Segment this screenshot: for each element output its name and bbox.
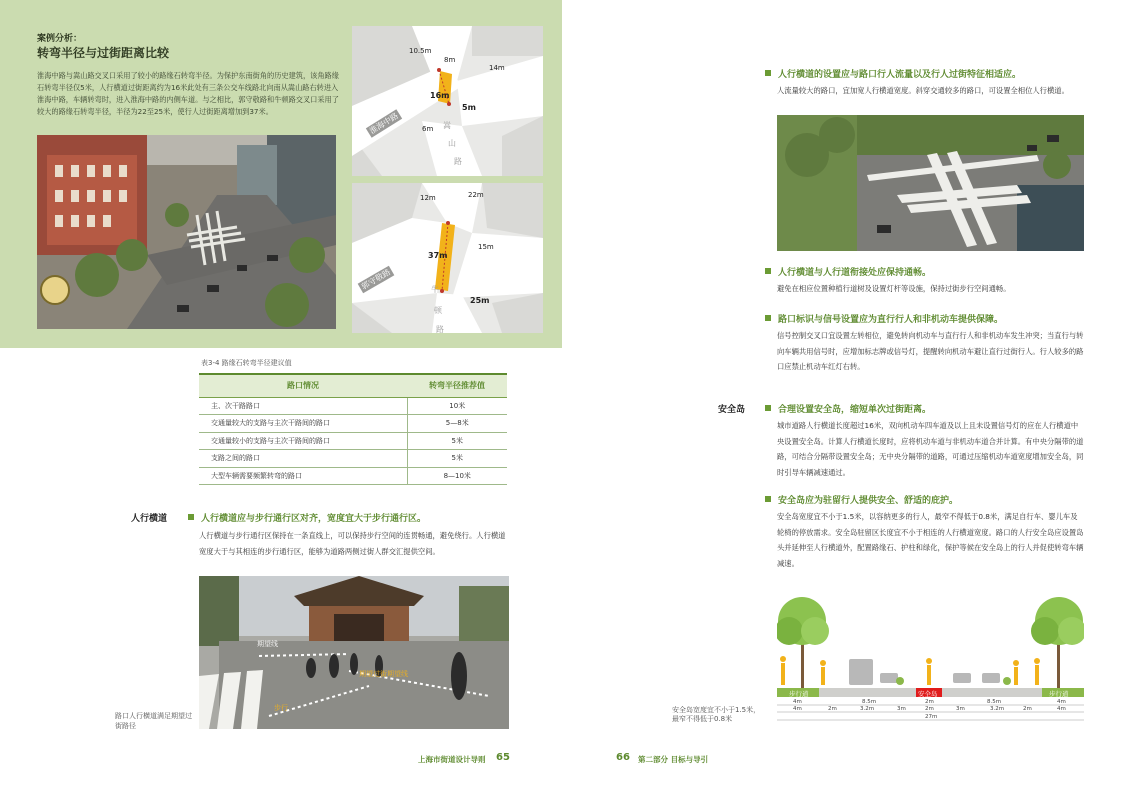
map1-label-14m: 14m (489, 64, 505, 72)
photo-label-desire-line: 期望线 (257, 640, 278, 648)
heading-crosswalk-align-text: 人行横道应与步行通行区对齐，宽度宜大于步行通行区。 (201, 514, 427, 524)
table-cell-radius: 8—10米 (407, 467, 507, 485)
table-header-condition: 路口情况 (199, 374, 407, 397)
heading-signals-text: 路口标识与信号设置应为直行行人和非机动车提供保障。 (778, 315, 1004, 325)
photo-caption-crosswalk: 路口人行横道满足期望过街路径 (115, 712, 192, 730)
table-cell-radius: 5—8米 (407, 415, 507, 433)
map2-street-guoshoujing: 郭守敬路 (358, 266, 395, 294)
para-crosswalk-align: 人行横道与步行通行区保持在一条直线上，可以保持步行空间的连贯畅通，避免绕行。人行横道宽度大于与其相连的步行通行区，能够为道路两侧过街人群交汇提供空间。 (199, 531, 506, 556)
dim-mid: 2m (828, 706, 837, 712)
table-cell-radius: 5米 (407, 432, 507, 450)
dim-top: 8.5m (987, 699, 1002, 705)
map1-street-shan: 山 (448, 139, 456, 148)
side-label-crosswalk: 人行横道 (131, 514, 168, 524)
dim-mid: 2m (1023, 706, 1032, 712)
bullet-square-icon (188, 514, 194, 520)
dim-top: 2m (925, 699, 934, 705)
heading-crosswalk-clear-text: 人行横道与人行道衔接处应保持通畅。 (778, 268, 932, 278)
page-number-left: 65 (496, 752, 510, 763)
table-cell-condition: 支路之间的路口 (199, 450, 407, 468)
dim-mid: 4m (1057, 706, 1066, 712)
case-study-title: 转弯半径与过街距离比较 (37, 46, 170, 60)
table-cell-condition: 大型车辆需要频繁转弯的路口 (199, 467, 407, 485)
dim-mid: 3.2m (860, 706, 875, 712)
map1-label-5m: 5m (462, 103, 476, 112)
curb-radius-table (199, 373, 507, 485)
case-study-panel (0, 0, 562, 348)
case-study-label: 案例分析： (37, 34, 83, 44)
table-header-row (199, 374, 507, 397)
heading-safety-island (765, 402, 931, 415)
photo-label-walk: 步行 (274, 704, 288, 712)
para-crosswalk-flow: 人流量较大的路口，宜加宽人行横道宽度。斜穿交通较多的路口，可设置全相位人行横道。 (777, 86, 1069, 95)
para-signals: 信号控制交叉口宜设置左转相位，避免转向机动车与直行行人和非机动车发生冲突；当直行与转向车辆共用信号时，应增加标志牌或信号灯，提醒转向机动车避让直行过街行人。行人较多的路口应禁止机动车红灯右转。 (777, 331, 1084, 371)
footer-left-title: 上海市街道设计导则 (418, 755, 486, 764)
street-section-diagram (777, 593, 1084, 733)
bullet-square-icon (765, 405, 771, 411)
map2-label-25m: 25m (470, 296, 490, 305)
scramble-crossing-photo (777, 115, 1084, 251)
dim-mid: 3.2m (990, 706, 1005, 712)
side-label-safety-island: 安全岛 (718, 405, 746, 415)
bullet-square-icon (765, 70, 771, 76)
bullet-square-icon (765, 268, 771, 274)
table-row (199, 415, 507, 433)
page-number-right: 66 (616, 752, 630, 763)
para-crosswalk-clear: 避免在相应位置种植行道树及设置灯杆等设施，保持过街步行空间通畅。 (777, 284, 1011, 293)
dim-mid: 4m (793, 706, 802, 712)
table-cell-condition: 交通量较大的支路与主次干路间的路口 (199, 415, 407, 433)
map2-label-37m: 37m (428, 251, 448, 260)
heading-crosswalk-clear (765, 265, 931, 278)
dim-mid: 3m (956, 706, 965, 712)
case-study-body: 淮海中路与嵩山路交叉口采用了较小的路缘石转弯半径。为保护东南街角的历史建筑，该角路缘石转弯半径仅5米，人行横道过街距离约为16米此处有三条公交车线路北向南从嵩山路右转进入淮海中路，车辆转弯时，进入淮海中路的内侧车道。与之相比，郭守敬路和牛顿路交叉口采用了较大的路缘石转弯半径，半径为22至25米，使行人过街距离增加到37米。 (37, 71, 339, 116)
map1-label-10.5m: 10.5m (409, 47, 432, 55)
diagram-zone-safety-island: 安全岛 (918, 690, 938, 698)
intersection-aerial-photo (37, 135, 336, 329)
table-row (199, 467, 507, 485)
table-cell-condition: 主、次干路路口 (199, 397, 407, 415)
diagram-zone-sidewalk-left: 步行道 (789, 690, 809, 698)
para-island-shelter: 安全岛宽度宜不小于1.5米，以容纳更多的行人，最窄不得低于0.8米，满足自行车、婴儿车及轮椅的停放需求。安全岛驻留区长度宜不小于相连的人行横道宽度。路口的人行安全岛应设置岛头并延伸至人行横道外，配置路缘石、护柱和绿化，保护等候在安全岛上的行人并促使转弯车辆减速。 (777, 512, 1084, 568)
footer-right-title: 第二部分 目标与导引 (638, 755, 709, 764)
dim-mid: 3m (897, 706, 906, 712)
dim-mid: 2m (925, 706, 934, 712)
map1-label-16m: 16m (430, 91, 450, 100)
bullet-square-icon (765, 315, 771, 321)
photo-label-desire-crossing: 期望过街期望线 (359, 670, 408, 678)
heading-signals (765, 312, 1003, 325)
diagram-caption-safety-island: 安全岛宽度宜不小于1.5米，最窄不得低于0.8米 (672, 706, 761, 723)
map1-street-huaihai: 淮海中路 (366, 109, 402, 137)
table-cell-condition: 交通量较小的支路与主次干路间的路口 (199, 432, 407, 450)
map2-street-lu: 路 (436, 325, 444, 334)
para-safety-island: 城市道路人行横道长度超过16米，双向机动车四车道及以上且未设置信号灯的应在人行横道中央设置安全岛。计算人行横道长度时，应将机动车道与非机动车道合并计算。有中央分隔带的道路，可结合分隔带设置安全岛；无中央分隔带的道路，可通过压缩机动车道宽度增加安全岛，同时引导车辆减速通过。 (777, 421, 1084, 477)
heading-island-shelter (765, 493, 958, 506)
dim-top: 4m (793, 699, 802, 705)
map-guoshoujing-niudun (352, 183, 543, 333)
table-row (199, 397, 507, 415)
map1-street-song: 嵩 (443, 121, 451, 130)
map2-label-12m: 12m (420, 194, 436, 202)
heading-safety-island-text: 合理设置安全岛，缩短单次过街距离。 (778, 405, 932, 415)
table-header-radius: 转弯半径推荐值 (407, 374, 507, 397)
table-caption: 表3-4 路缘石转弯半径建议值 (201, 359, 292, 367)
table-cell-radius: 10米 (407, 397, 507, 415)
table-cell-radius: 5米 (407, 450, 507, 468)
map2-street-dun: 顿 (434, 306, 442, 315)
map1-label-6m: 6m (422, 125, 434, 133)
map2-label-22m: 22m (468, 191, 484, 199)
bullet-square-icon (765, 496, 771, 502)
street-crosswalk-photo (199, 576, 509, 729)
dim-total: 27m (925, 714, 938, 720)
dim-top: 4m (1057, 699, 1066, 705)
diagram-zone-sidewalk-right: 步行道 (1049, 690, 1069, 698)
table-row (199, 450, 507, 468)
map2-label-15m: 15m (478, 243, 494, 251)
heading-crosswalk-flow (765, 67, 1021, 80)
dim-top: 8.5m (862, 699, 877, 705)
map2-street-niu: 牛 (431, 285, 439, 294)
table-row (199, 432, 507, 450)
heading-crosswalk-flow-text: 人行横道的设置应与路口行人流量以及行人过街特征相适应。 (778, 70, 1022, 80)
map1-label-8m: 8m (444, 56, 456, 64)
heading-crosswalk-align (188, 511, 426, 524)
heading-island-shelter-text: 安全岛应为驻留行人提供安全、舒适的庇护。 (778, 496, 959, 506)
map-huaihai-songshan (352, 26, 543, 176)
map1-street-lu: 路 (454, 157, 462, 166)
